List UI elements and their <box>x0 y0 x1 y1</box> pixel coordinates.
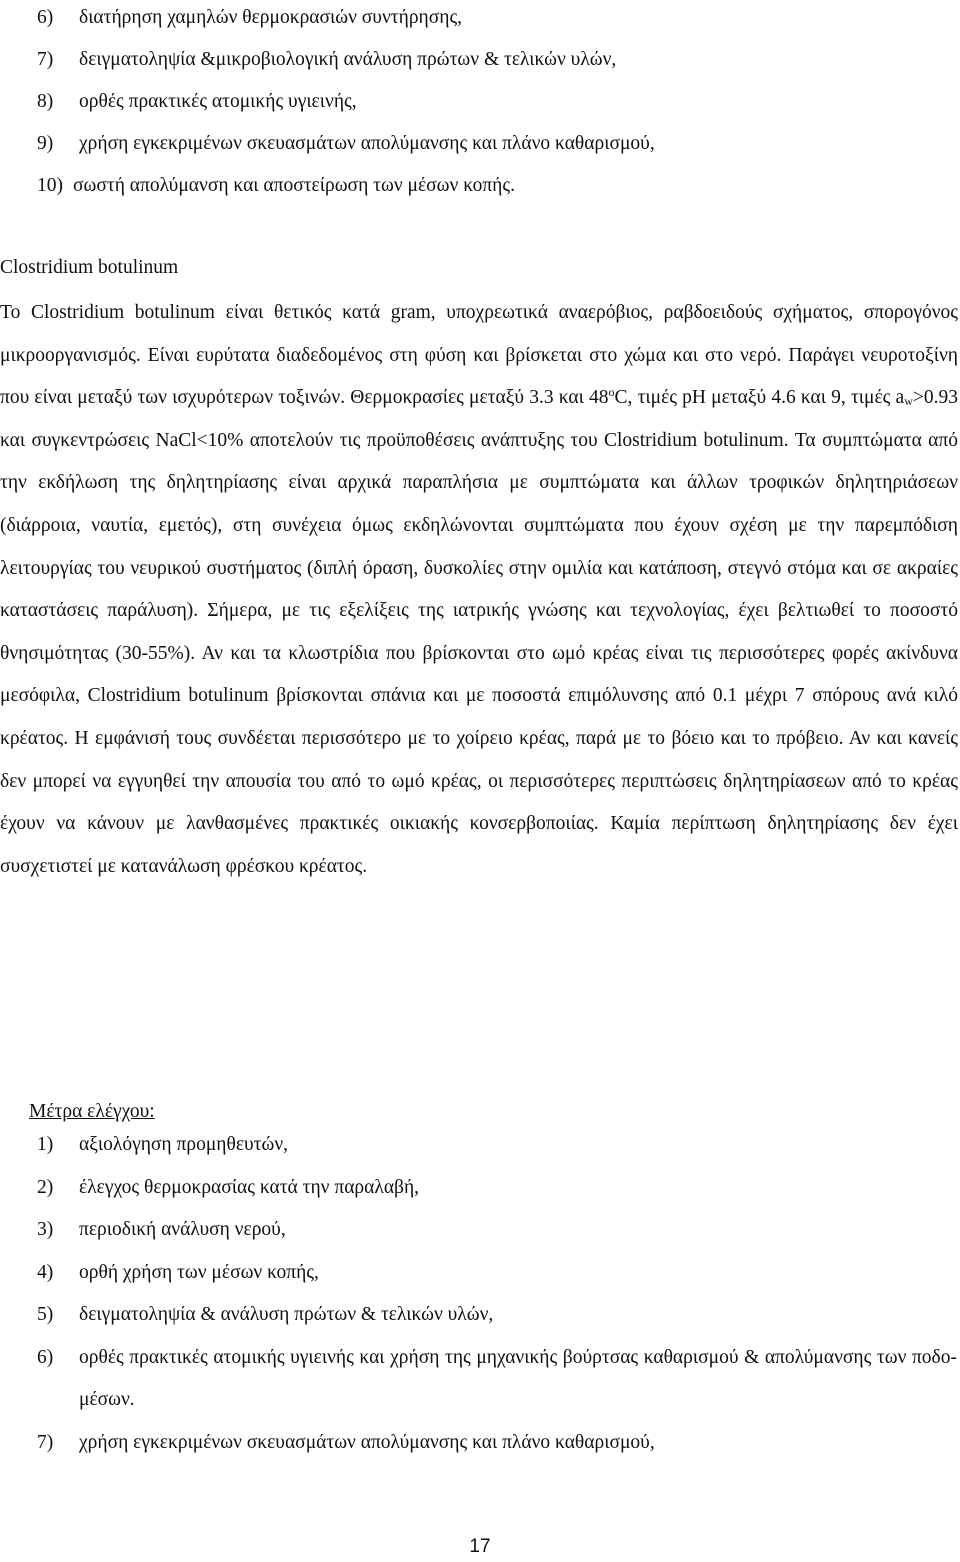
list-item <box>37 1252 957 1295</box>
list-item-text: περιοδική ανάλυση νερού, <box>79 1219 286 1240</box>
list-item-text: ορθές πρακτικές ατομικής υγιεινής και χρήση της μηχανικής βούρτσας καθαρισμού & απολύμανσης των ποδο-μέσων. <box>79 1346 957 1410</box>
list-item <box>37 1337 957 1422</box>
control-measures-heading: Μέτρα ελέγχου: <box>29 1101 155 1122</box>
list-item-text: αξιολόγηση προμηθευτών, <box>79 1134 289 1155</box>
list-item <box>37 1124 957 1167</box>
list-item <box>37 1167 957 1210</box>
list-item-text: δειγματοληψία & ανάλυση πρώτων & τελικών υλών, <box>79 1304 494 1325</box>
list-item-number: 6) <box>37 7 54 28</box>
list-item-number: 9) <box>37 133 54 154</box>
paragraph-text-part-3: >0.93 και συγκεντρώσεις NaCl<10% αποτελούν τις προϋποθέσεις ανάπτυξης του Clostridium botulinum. Τα συμπτώματα από την εκδήλωση της δηλητηρίασης είναι αρχικά παραπλήσια με συμπτώματα και άλλων τροφικών δηλητηριάσεων (διάρροια, ναυτία, εμετός), στη συνέχεια όμως εκδηλώνονται συμπτώματα που έχουν σχέση με την παρεμπόδιση λειτουργίας του νευρικού συστήματος (διπλή όραση, δυσκολίες στην ομιλία και κατάποση, στεγνό στόμα και σε ακραίες καταστάσεις παράλυση). Σήμερα, με τις εξελίξεις της ιατρικής γνώσης και τεχνολογίας, έχει βελτιωθεί το ποσοστό θνησιμότητας (30-55%). Αν και τα κλωστρίδια που βρίσκονται στο ωμό κρέας είναι τις περισσότερες φορές ακίνδυνα μεσόφιλα, Clostridium botulinum βρίσκονται σπάνια και με ποσοστά επιμόλυνσης από 0.1 μέχρι 7 σπόρους ανά κιλό κρέατος. Η εμφάνισή τους συνδέεται περισσότερο με το χοίρειο κρέας, παρά με το βόειο και το πρόβειο. Αν και κανείς δεν μπορεί να εγγυηθεί την απουσία του από το ωμό κρέας, οι περισσότερες περιπτώσεις δηλητηρίασεων από το κρέας έχουν να κάνουν με λανθασμένες πρακτικές οικιακής κονσερβοποιίας. Καμία περίπτωση δηλητηρίασης δεν έχει συσχετιστεί με κατανάλωση φρέσκου κρέατος. <box>0 387 958 877</box>
list-item <box>37 126 947 168</box>
body-paragraph <box>0 292 958 888</box>
list-item-number: 3) <box>37 1219 54 1240</box>
list-item <box>37 42 947 84</box>
list-item-text: χρήση εγκεκριμένων σκευασμάτων απολύμανσης και πλάνο καθαρισμού, <box>79 1431 655 1453</box>
paragraph-text-part-2: C, τιμές pH μεταξύ 4.6 και 9, τιμές a <box>614 387 905 409</box>
paragraph-text-part-1: Το Clostridium botulinum είναι θετικός κατά gram, υποχρεωτικά αναερόβιος, ραβδοειδούς σχήματος, σπορογόνος μικροοργανισμός. Είναι ευρύτατα διαδεδομένος στη φύση και βρίσκεται στο χώμα και στο νερό. Παράγει νευροτοξίνη που είναι μεταξύ των ισχυρότερων τοξινών. Θερμοκρασίες μεταξύ 3.3 και 48 <box>0 302 958 409</box>
list-item-text: ορθή χρήση των μέσων κοπής, <box>79 1261 319 1283</box>
list-item <box>37 1422 957 1465</box>
list-item <box>37 0 947 42</box>
top-numbered-list <box>37 0 947 210</box>
list-item-text: χρήση εγκεκριμένων σκευασμάτων απολύμανσης και πλάνο καθαρισμού, <box>79 133 655 154</box>
section-title: Clostridium botulinum <box>0 257 179 278</box>
list-item <box>37 1209 957 1252</box>
page-number: 17 <box>469 1536 491 1557</box>
list-item-number: 1) <box>37 1134 54 1155</box>
list-item-number: 7) <box>37 49 54 70</box>
list-item-number: 6) <box>37 1346 54 1368</box>
degree-superscript: o <box>608 385 615 400</box>
list-item-text: διατήρηση χαμηλών θερμοκρασιών συντήρησης, <box>79 7 463 28</box>
list-item-text: ορθές πρακτικές ατομικής υγιεινής, <box>79 91 357 112</box>
list-item <box>37 84 947 126</box>
list-item-number: 7) <box>37 1431 54 1453</box>
list-item <box>37 168 947 210</box>
control-measures-list <box>37 1124 957 1464</box>
list-item-number: 10) <box>37 175 63 196</box>
list-item-number: 4) <box>37 1261 54 1283</box>
list-item-number: 2) <box>37 1176 54 1198</box>
list-item-number: 8) <box>37 91 54 112</box>
list-item-text: δειγματοληψία &μικροβιολογική ανάλυση πρώτων & τελικών υλών, <box>79 49 617 70</box>
water-activity-subscript: w <box>904 394 913 409</box>
list-item-text: έλεγχος θερμοκρασίας κατά την παραλαβή, <box>79 1176 420 1198</box>
list-item-number: 5) <box>37 1304 54 1325</box>
list-item-text: σωστή απολύμανση και αποστείρωση των μέσων κοπής. <box>73 175 515 196</box>
list-item <box>37 1294 957 1337</box>
